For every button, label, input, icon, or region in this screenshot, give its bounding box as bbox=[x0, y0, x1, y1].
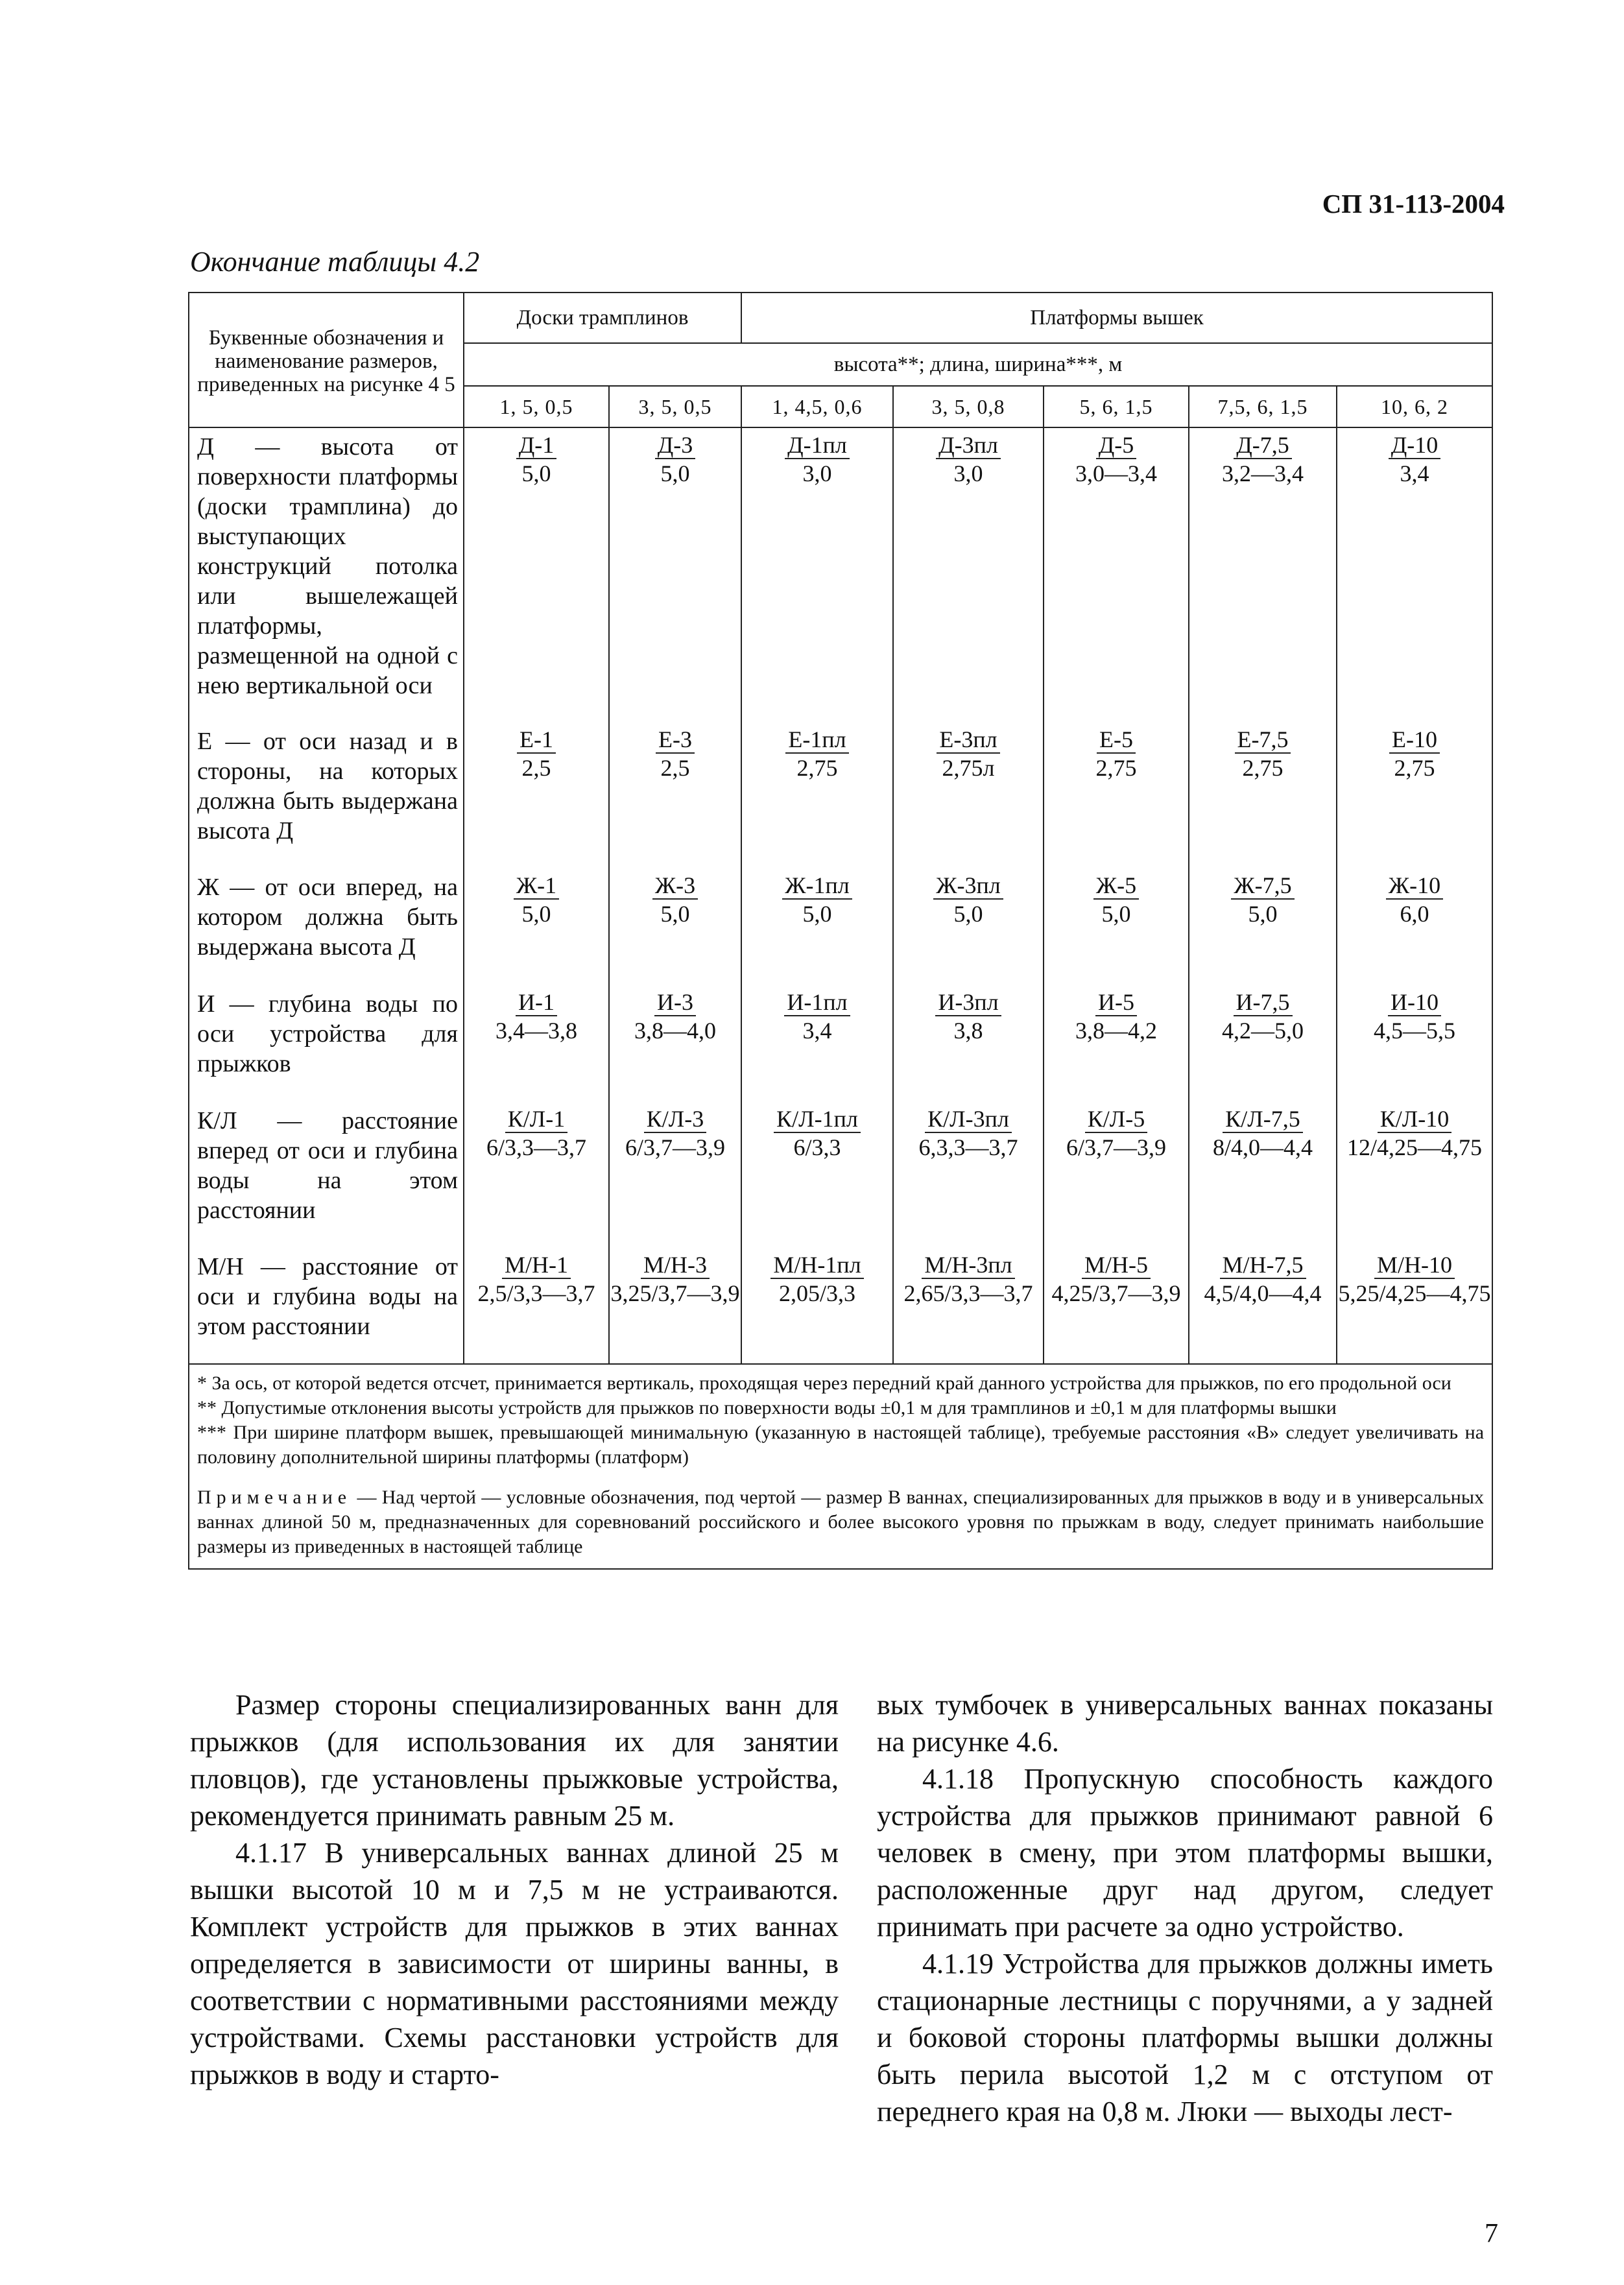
dimensions-table bbox=[188, 292, 1493, 1570]
table-row bbox=[189, 427, 1492, 723]
dimension-value: Е-1пл 2,75 bbox=[742, 723, 892, 781]
dimension-value: Д-1 5,0 bbox=[464, 428, 608, 486]
dimension-value: К/Л-1 6/3,3—3,7 bbox=[486, 1106, 586, 1160]
table-row bbox=[189, 1248, 1492, 1364]
dimension-value: И-5 3,8—4,2 bbox=[1075, 989, 1157, 1044]
header-dim: 10, 6, 2 bbox=[1337, 386, 1492, 427]
header-designations: Буквенные обозначения и наименование размеров, приведенных на рисунке 4 5 bbox=[189, 293, 464, 427]
dimension-value: Е-3 2,5 bbox=[610, 723, 741, 781]
row-label: Ж — от оси вперед, на котором должна быть выдержана высота Д bbox=[189, 868, 464, 985]
dimension-value: М/Н-3 3,25/3,7—3,9 bbox=[610, 1252, 740, 1306]
dimension-value: Ж-1 5,0 bbox=[464, 868, 608, 927]
paragraph: 4.1.18 Пропускную способность каждого устройства для прыжков принимают равной 6 человек в смену, при этом платформы вышки, расположенные друг над другом, следует принимать при расчете за одно устройство. bbox=[877, 1763, 1493, 1943]
dimension-value: Д-3пл 3,0 bbox=[894, 428, 1043, 486]
dimension-value: М/Н-7,5 4,5/4,0—4,4 bbox=[1204, 1252, 1322, 1306]
dimension-value: М/Н-3пл 2,65/3,3—3,7 bbox=[903, 1252, 1033, 1306]
row-label: И — глубина воды по оси устройства для прыжков bbox=[189, 985, 464, 1102]
header-dim: 7,5, 6, 1,5 bbox=[1189, 386, 1337, 427]
dimension-value: И-3пл 3,8 bbox=[894, 985, 1043, 1044]
dimension-value: К/Л-7,5 8/4,0—4,4 bbox=[1212, 1106, 1313, 1160]
body-column-right bbox=[877, 1686, 1493, 2130]
header-dim: 1, 4,5, 0,6 bbox=[741, 386, 893, 427]
table-note bbox=[197, 1485, 1484, 1559]
dimension-value: Ж-1пл 5,0 bbox=[742, 868, 892, 927]
dimension-value: К/Л-5 6/3,7—3,9 bbox=[1066, 1106, 1166, 1160]
row-label: М/Н — расстояние от оси и глубина воды на этом расстоянии bbox=[189, 1248, 464, 1364]
dimension-value: Д-5 3,0—3,4 bbox=[1075, 432, 1157, 486]
dimension-value: И-1пл 3,4 bbox=[742, 985, 892, 1044]
dimension-value: К/Л-10 12/4,25—4,75 bbox=[1347, 1106, 1483, 1160]
dimension-value: М/Н-5 4,25/3,7—3,9 bbox=[1051, 1252, 1181, 1306]
dimension-value: Д-10 3,4 bbox=[1337, 428, 1492, 486]
dimension-value: И-1 3,4—3,8 bbox=[496, 989, 577, 1044]
dimension-value: Д-7,5 3,2—3,4 bbox=[1222, 432, 1304, 486]
dimension-value: М/Н-1пл 2,05/3,3 bbox=[742, 1248, 892, 1306]
table-notes bbox=[189, 1364, 1492, 1569]
header-dim: 1, 5, 0,5 bbox=[464, 386, 609, 427]
dimension-value: Ж-10 6,0 bbox=[1337, 868, 1492, 927]
dimension-value: Е-3пл 2,75л bbox=[894, 723, 1043, 781]
dimension-value: И-3 3,8—4,0 bbox=[634, 989, 716, 1044]
paragraph: Размер стороны специализированных ванн для прыжков (для использования их для занятии пловцов), где установлены прыжковые устройства, рекомендуется принимать равным 25 м. bbox=[190, 1689, 839, 1832]
body-column-left bbox=[190, 1686, 839, 2093]
dimension-value: Ж-3пл 5,0 bbox=[894, 868, 1043, 927]
note-label: Примечание bbox=[197, 1487, 352, 1508]
header-boards: Доски трамплинов bbox=[464, 293, 741, 343]
dimension-value: Ж-3 5,0 bbox=[610, 868, 741, 927]
table-row bbox=[189, 1102, 1492, 1248]
dimension-value: Е-1 2,5 bbox=[464, 723, 608, 781]
dimension-value: И-10 4,5—5,5 bbox=[1374, 989, 1455, 1044]
dimension-value: Е-7,5 2,75 bbox=[1189, 723, 1336, 781]
paragraph: 4.1.17 В универсальных ваннах длиной 25 м вышки высотой 10 м и 7,5 м не устраиваются. Комплект устройств для прыжков в этих ваннах определяется в зависимости от ширины ванны, в соответствии с нормативными расстояниями между устройствами. Схемы расстановки устройств для прыжков в воду и старто- bbox=[190, 1837, 839, 2090]
row-label: Д — высота от поверхности платформы (доски трамплина) до выступающих конструкций потолка или вышележащей платформы, размещенной на одной с нею вертикальной оси bbox=[189, 427, 464, 723]
dimension-value: Ж-7,5 5,0 bbox=[1189, 868, 1336, 927]
page-number: 7 bbox=[1485, 2219, 1498, 2249]
paragraph: вых тумбочек в универсальных ваннах показаны на рисунке 4.6. bbox=[877, 1689, 1493, 1758]
footnote: ** Допустимые отклонения высоты устройств для прыжков по поверхности воды ±0,1 м для трамплинов и ±0,1 м для платформы вышки bbox=[197, 1397, 1337, 1418]
footnote: *** При ширине платформ вышек, превышающей минимальную (указанную в настоящей таблице), требуемые расстояния «В» следует увеличивать на половину дополнительной ширины платформы (платформ) bbox=[197, 1422, 1485, 1468]
dimension-value: Д-3 5,0 bbox=[610, 428, 741, 486]
dimension-value: Ж-5 5,0 bbox=[1044, 868, 1188, 927]
header-platforms: Платформы вышек bbox=[741, 293, 1492, 343]
table-row bbox=[189, 868, 1492, 985]
dimension-value: Д-1пл 3,0 bbox=[742, 428, 892, 486]
dimension-value: Е-10 2,75 bbox=[1337, 723, 1492, 781]
dimension-value: К/Л-3 6/3,7—3,9 bbox=[625, 1106, 725, 1160]
note-text: — Над чертой — условные обозначения, под чертой — размер В ваннах, специализированных для прыжков в воду и в универсальных ваннах длиной 50 м, предназначенных для соревнований российского и более высокого уровня по прыжкам в воду, следует принимать наибольшие размеры из приведенных в настоящей таблице bbox=[197, 1487, 1485, 1557]
header-dim: 3, 5, 0,8 bbox=[893, 386, 1044, 427]
row-label: Е — от оси назад и в стороны, на которых должна быть выдержана высота Д bbox=[189, 723, 464, 868]
footnote: * За ось, от которой ведется отсчет, принимается вертикаль, проходящая через передний край данного устройства для прыжков, по его продольной оси bbox=[197, 1372, 1451, 1394]
dimension-value: М/Н-1 2,5/3,3—3,7 bbox=[477, 1252, 595, 1306]
table-caption: Окончание таблицы 4.2 bbox=[190, 246, 480, 278]
dimension-value: И-7,5 4,2—5,0 bbox=[1222, 989, 1304, 1044]
table-row bbox=[189, 723, 1492, 868]
paragraph: 4.1.19 Устройства для прыжков должны иметь стационарные лестницы с поручнями, а у задней и боковой стороны платформы вышки должны быть перила высотой 1,2 м с отступом от переднего края на 0,8 м. Люки — выходы лест- bbox=[877, 1948, 1493, 2127]
header-dim: 5, 6, 1,5 bbox=[1044, 386, 1189, 427]
document-code: СП 31-113-2004 bbox=[1322, 189, 1505, 219]
dimension-value: К/Л-1пл 6/3,3 bbox=[742, 1102, 892, 1160]
table-row bbox=[189, 985, 1492, 1102]
dimension-value: М/Н-10 5,25/4,25—4,75 bbox=[1338, 1252, 1491, 1306]
dimension-value: Е-5 2,75 bbox=[1095, 726, 1137, 781]
header-dim: 3, 5, 0,5 bbox=[609, 386, 741, 427]
dimension-value: К/Л-3пл 6,3,3—3,7 bbox=[918, 1106, 1018, 1160]
row-label: К/Л — расстояние вперед от оси и глубина воды на этом расстоянии bbox=[189, 1102, 464, 1248]
header-size-params: высота**; длина, ширина***, м bbox=[464, 343, 1492, 386]
